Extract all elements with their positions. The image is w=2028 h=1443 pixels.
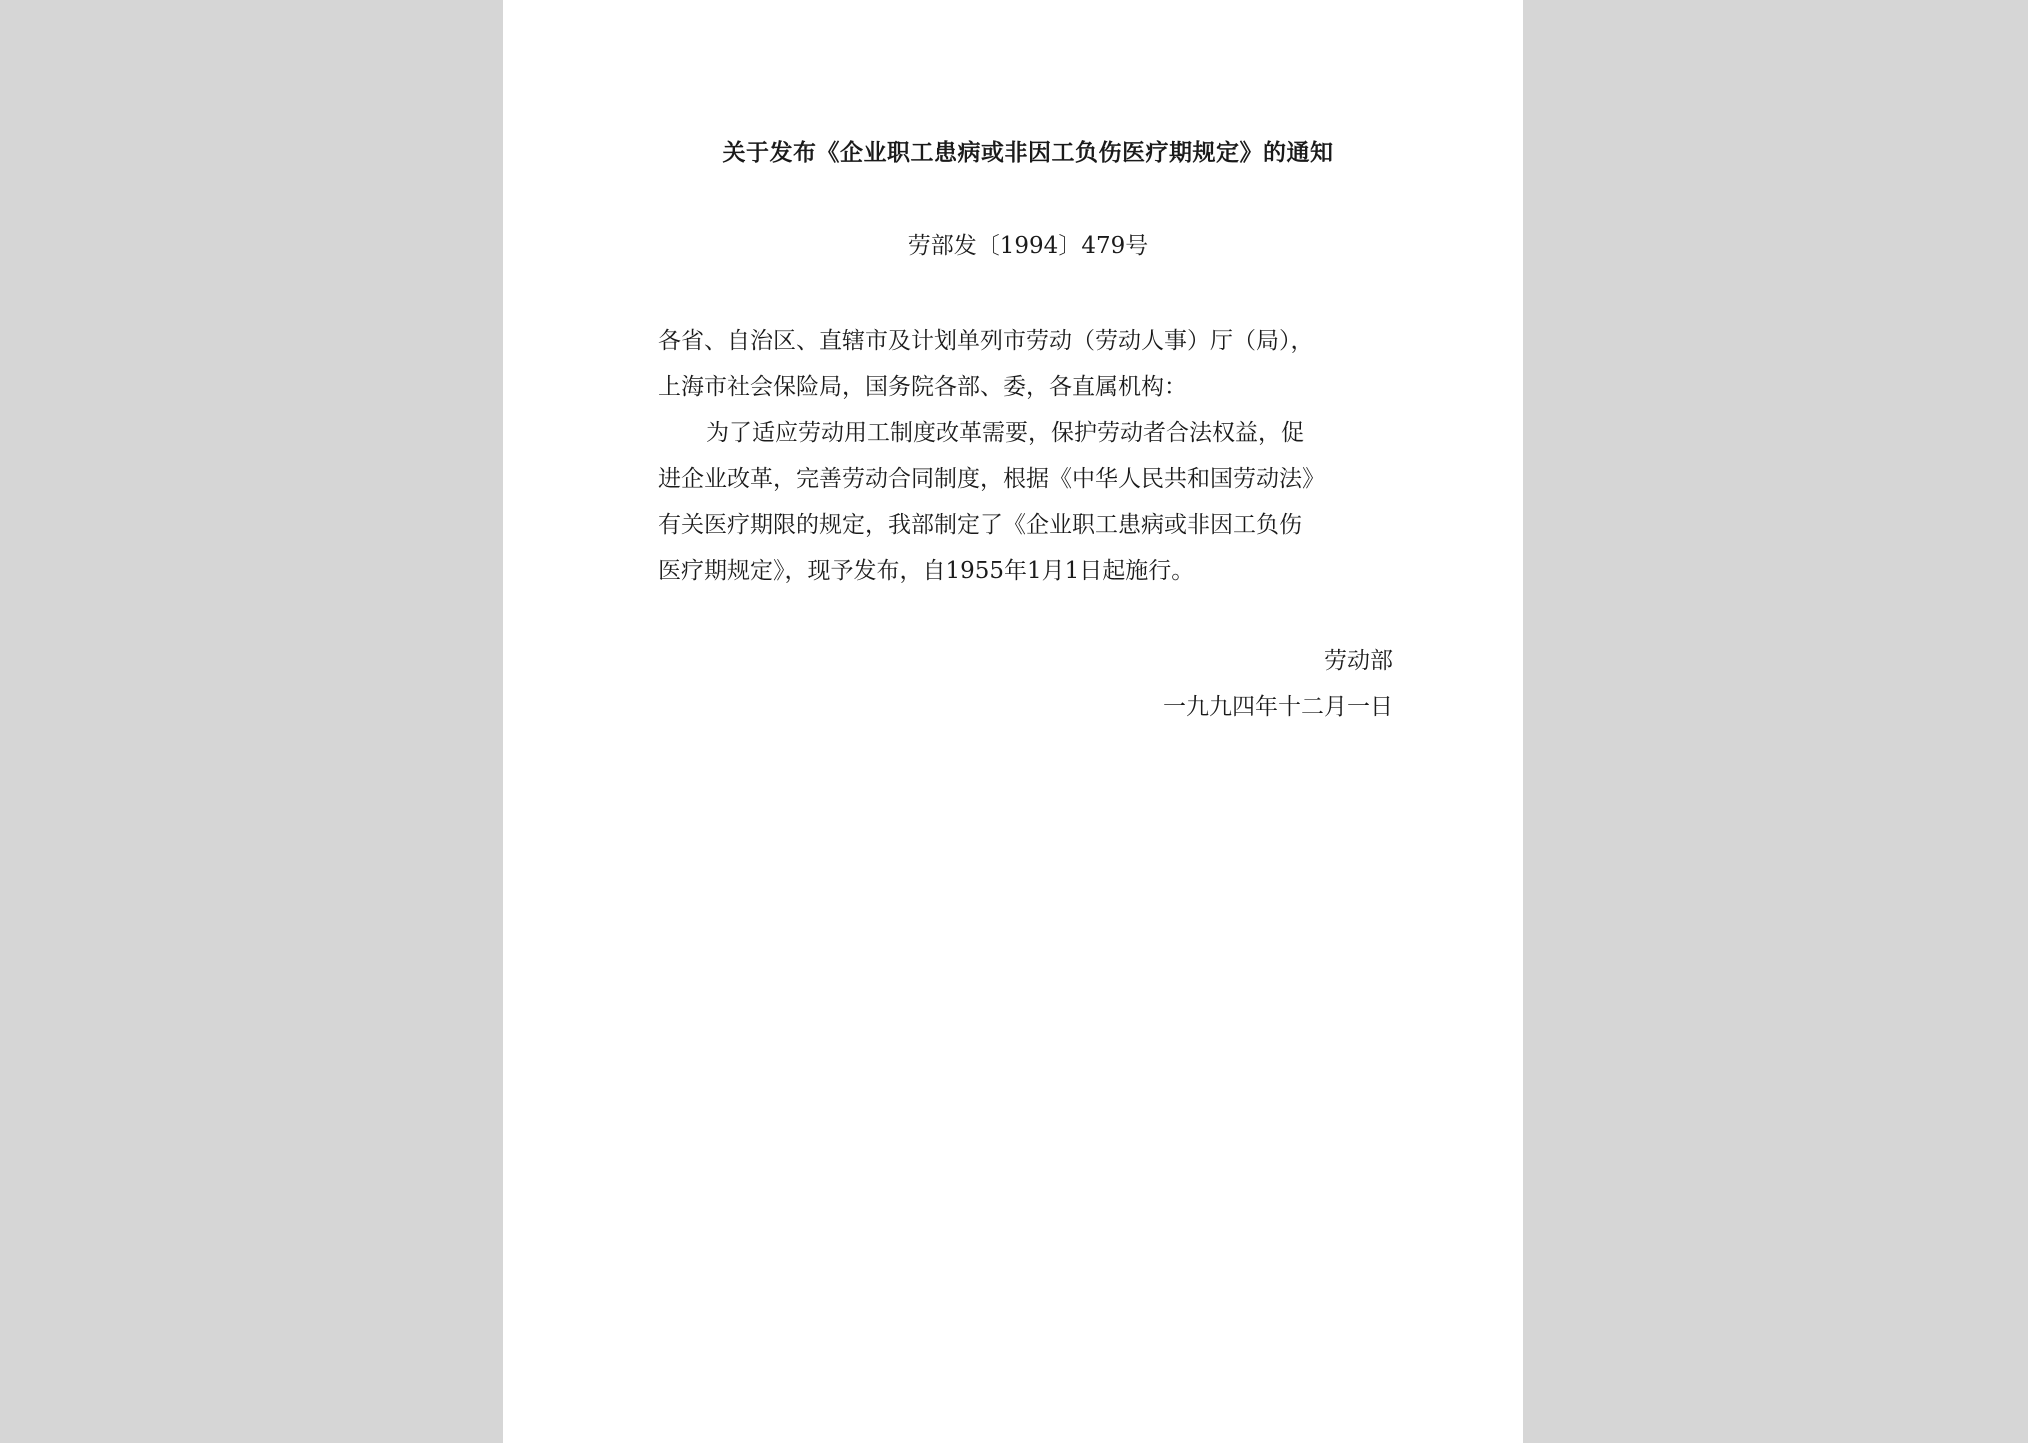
- issue-date: 一九九四年十二月一日: [1163, 694, 1393, 720]
- document-number: 劳部发〔1994〕479号: [907, 233, 1149, 259]
- document-title: 关于发布《企业职工患病或非因工负伤医疗期规定》的通知: [722, 139, 1334, 166]
- addressee-block: [658, 318, 1378, 410]
- signature-block: [1163, 638, 1393, 730]
- addressee-line: 各省、自治区、直辖市及计划单列市劳动（劳动人事）厅（局），: [658, 328, 1314, 354]
- body-line: 进企业改革，完善劳动合同制度，根据《中华人民共和国劳动法》: [658, 466, 1325, 492]
- addressee-line: 上海市社会保险局，国务院各部、委，各直属机构：: [658, 374, 1187, 400]
- body-line: 为了适应劳动用工制度改革需要，保护劳动者合法权益，促: [706, 420, 1304, 446]
- document-page: [503, 0, 1523, 1443]
- body-line: 医疗期规定》，现予发布，自1955年1月1日起施行。: [658, 558, 1195, 584]
- body-line: 有关医疗期限的规定，我部制定了《企业职工患病或非因工负伤: [658, 512, 1302, 538]
- body-paragraph: [658, 410, 1378, 594]
- issuer-name: 劳动部: [1324, 648, 1393, 674]
